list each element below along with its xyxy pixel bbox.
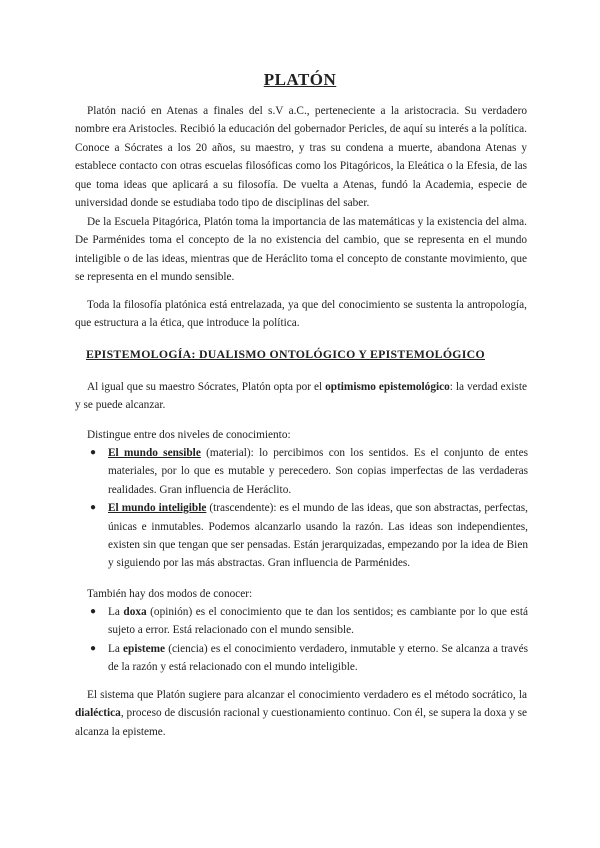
niveles-intro: Distingue entre dos niveles de conocimiento: — [87, 429, 291, 441]
closing-text-before: El sistema que Platón sugiere para alcanzar el conocimiento verdadero es el método socrático, la — [87, 689, 527, 701]
mundo-sensible-term: El mundo sensible — [108, 447, 201, 459]
episteme-text: (ciencia) es el conocimiento verdadero, inmutable y eterno. Se alcanza a través de la razón y está relacionado con el mundo inteligible. — [108, 642, 528, 674]
mundo-inteligible-text: (trascendente): es el mundo de las ideas, que son abstractas, perfectas, únicas e inmutables. Podemos alcanzarlo usando la razón. Las ideas son independientes, existen sin que tengan que ser pensadas. Están jerarquizadas, empezando por la idea de Bien y siguiendo por las más abstractas. Gran influencia de Parménides. — [108, 502, 528, 570]
optimismo-term: optimismo epistemológico — [325, 381, 450, 393]
bullet-icon: ● — [90, 642, 97, 654]
closing-paragraph — [75, 686, 527, 741]
optimismo-paragraph — [75, 378, 527, 415]
modos-list — [88, 603, 528, 677]
bullet-icon: ● — [90, 502, 97, 514]
intro-paragraph-3: Toda la filosofía platónica está entrelazada, ya que del conocimiento se sustenta la antropología, que estructura a la ética, que introduce la política. — [75, 299, 527, 330]
optimismo-text-after: : la verdad existe y se puede alcanzar. — [75, 381, 527, 412]
intro-paragraph-2: De la Escuela Pitagórica, Platón toma la importancia de las matemáticas y la existencia del alma. De Parménides toma el concepto de la no existencia del cambio, que se representa en el mundo inteligible o de las ideas, mientras que de Heráclito toma el concepto de constante movimiento, que se representa en el mundo sensible. — [75, 216, 527, 284]
list-item-mundo-inteligible — [88, 499, 528, 573]
doxa-before: La — [108, 606, 124, 618]
mundo-inteligible-term: El mundo inteligible — [108, 502, 207, 515]
page-title: PLATÓN — [263, 70, 337, 89]
modos-intro: También hay dos modos de conocer: — [87, 588, 253, 600]
bullet-icon: ● — [90, 447, 97, 458]
list-item-doxa — [88, 603, 528, 640]
episteme-term: episteme — [123, 642, 166, 655]
bullet-icon: ● — [90, 606, 97, 617]
optimismo-text-before: Al igual que su maestro Sócrates, Platón opta por el — [87, 381, 326, 393]
list-item-episteme — [88, 640, 528, 677]
dialectica-term: dialéctica — [75, 707, 121, 720]
doxa-text: (opinión) es el conocimiento que te dan los sentidos; es cambiante por lo que está sujeto a error. Está relacionado con el mundo sensible. — [108, 606, 528, 637]
mundo-sensible-text: (material): lo percibimos con los sentidos. Es el conjunto de entes materiales, por lo que es mutable y perecedero. Son copias imperfectas de las verdaderas realidades. Gran influencia de Heráclito. — [108, 447, 528, 496]
section-heading-epistemologia: EPISTEMOLOGÍA: DUALISMO ONTOLÓGICO Y EPISTEMOLÓGICO — [86, 347, 485, 361]
doxa-term: doxa — [123, 606, 147, 618]
niveles-list — [88, 444, 528, 573]
episteme-before: La — [108, 642, 124, 655]
list-item-mundo-sensible — [88, 444, 528, 499]
intro-paragraph-1: Platón nació en Atenas a finales del s.V a.C., perteneciente a la aristocracia. Su verdadero nombre era Aristocles. Recibió la educación del gobernador Pericles, de aquí su interés a la política. Conoce a Sócrates a los 20 años, su maestro, y tras su condena a muerte, abandona Atenas y establece contacto con otras escuelas filosóficas como los Pitagóricos, la Eleática o la Efesia, de las que toma ideas que aplicará a su filosofía. De vuelta a Atenas, fundó la Academia, especie de universidad donde se estudiaba todo tipo de disciplinas del saber. — [75, 105, 527, 210]
closing-text-after: , proceso de discusión racional y cuestionamiento continuo. Con él, se supera la doxa y se alcanza la episteme. — [75, 707, 527, 738]
